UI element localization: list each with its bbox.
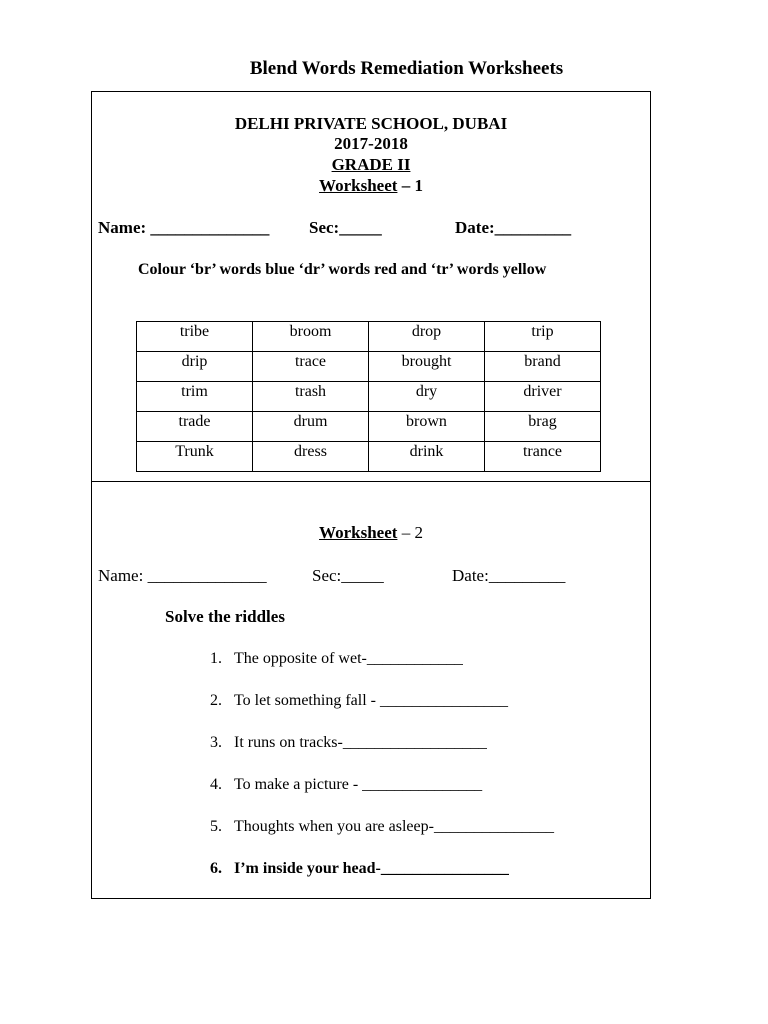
word-cell: drop [369, 322, 485, 352]
worksheet-1-label: Worksheet [319, 176, 398, 195]
word-cell: Trunk [137, 442, 253, 472]
table-row [137, 352, 601, 382]
riddle-item [210, 859, 509, 879]
word-cell: brown [369, 412, 485, 442]
word-cell: dry [369, 382, 485, 412]
worksheet-1-sec-field: Sec:_____ [309, 218, 382, 237]
word-cell: broom [253, 322, 369, 352]
worksheet-2-number: – 2 [397, 523, 423, 542]
worksheet-2-sec-field: Sec:_____ [312, 566, 384, 585]
school-name: DELHI PRIVATE SCHOOL, DUBAI [234, 114, 508, 133]
riddles-title: Solve the riddles [165, 607, 285, 626]
word-cell: trade [137, 412, 253, 442]
riddle-number: 2. [210, 692, 222, 709]
riddle-number: 6. [210, 860, 222, 877]
word-cell: trip [485, 322, 601, 352]
riddle-item [210, 649, 463, 669]
riddle-number: 3. [210, 734, 222, 751]
worksheet-2-label: Worksheet [319, 523, 398, 542]
word-cell: drum [253, 412, 369, 442]
word-cell: trash [253, 382, 369, 412]
worksheet-frame [91, 91, 651, 899]
word-cell: drip [137, 352, 253, 382]
worksheet-1-heading [92, 176, 650, 196]
table-row [137, 412, 601, 442]
riddle-text: Thoughts when you are asleep-_______________ [234, 818, 554, 835]
word-cell: brought [369, 352, 485, 382]
word-cell: drink [369, 442, 485, 472]
worksheet-1-number: – 1 [397, 176, 423, 195]
worksheet-2-heading [92, 523, 650, 543]
section-divider [92, 481, 650, 482]
table-row [137, 322, 601, 352]
word-cell: trim [137, 382, 253, 412]
riddle-text: It runs on tracks-__________________ [234, 734, 487, 751]
worksheet-1-name-field: Name: ______________ [98, 218, 270, 237]
riddle-text: To let something fall - ________________ [234, 692, 508, 709]
worksheet-2-date-field: Date:_________ [452, 566, 566, 585]
document-title: Blend Words Remediation Worksheets [249, 58, 564, 79]
word-cell: trance [485, 442, 601, 472]
riddle-item [210, 775, 482, 795]
table-row [137, 382, 601, 412]
riddle-text: I’m inside your head-________________ [234, 860, 509, 877]
worksheet-2-name-field: Name: ______________ [98, 566, 267, 585]
riddle-text: The opposite of wet-____________ [234, 650, 463, 667]
grade-label: GRADE II [331, 155, 411, 174]
word-cell: tribe [137, 322, 253, 352]
worksheet-1-date-field: Date:_________ [455, 218, 572, 237]
blend-words-table [136, 321, 601, 472]
riddle-item [210, 691, 508, 711]
table-row [137, 442, 601, 472]
riddle-number: 4. [210, 776, 222, 793]
academic-year: 2017-2018 [334, 134, 408, 153]
word-cell: driver [485, 382, 601, 412]
riddle-item [210, 817, 554, 837]
word-cell: brand [485, 352, 601, 382]
word-cell: trace [253, 352, 369, 382]
riddle-item [210, 733, 487, 753]
riddle-number: 5. [210, 818, 222, 835]
riddle-number: 1. [210, 650, 222, 667]
word-cell: brag [485, 412, 601, 442]
colour-instruction: Colour ‘br’ words blue ‘dr’ words red and ‘tr’ words yellow [138, 261, 547, 278]
riddle-text: To make a picture - _______________ [234, 776, 483, 793]
word-cell: dress [253, 442, 369, 472]
